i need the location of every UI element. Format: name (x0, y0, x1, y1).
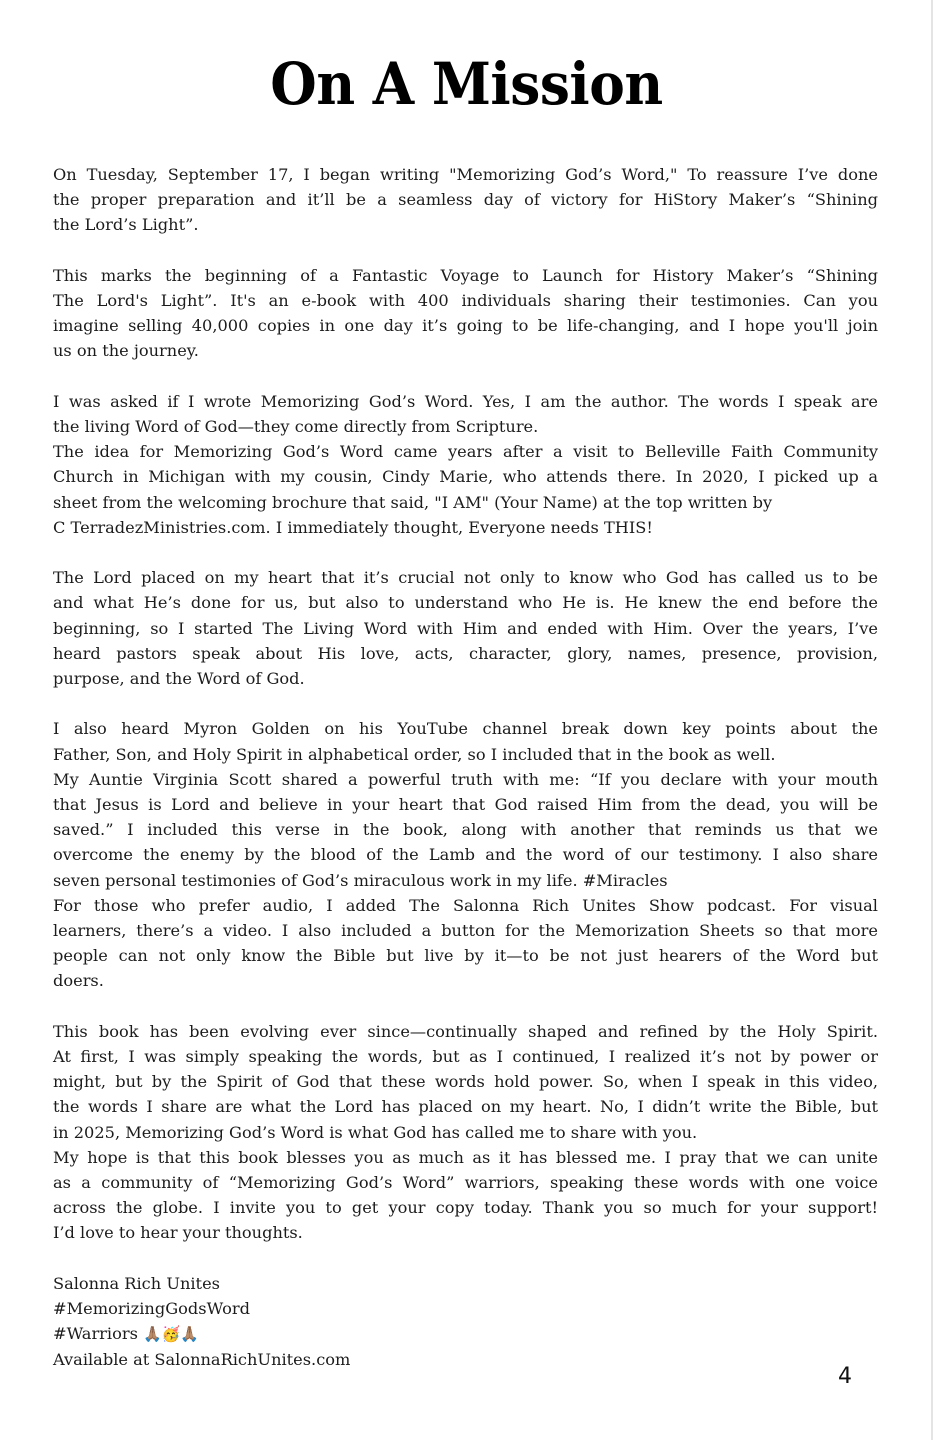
text-line: The Lord's Light”. It's an e-book with 400 individuals sharing their testimonies. Can you (53, 291, 878, 310)
text-line: heard pastors speak about His love, acts, character, glory, names, presence, provision, (53, 643, 878, 663)
paragraph-5 (53, 716, 878, 993)
hashtag-memorizing: #MemorizingGodsWord (53, 1299, 250, 1319)
text-line: and what He’s done for us, but also to understand who He is. He knew the end before the (53, 593, 878, 613)
praying-hands-party-face-icon: 🙏🏽🥳🙏🏽 (143, 1325, 200, 1344)
paragraph-4 (53, 565, 878, 691)
text-line: purpose, and the Word of God. (53, 669, 305, 689)
text-line: learners, there’s a video. I also included a button for the Memorization Sheets so that more (53, 921, 878, 941)
text-line: seven personal testimonies of God’s miraculous work in my life. #Miracles (53, 870, 668, 890)
text-line: I’d love to hear your thoughts. (53, 1223, 303, 1243)
text-line: people can not only know the Bible but live by it—to be not just hearers of the Word but (53, 946, 878, 966)
text-line: My Auntie Virginia Scott shared a powerful truth with me: “If you declare with your mouth (53, 769, 878, 789)
text-line: might, but by the Spirit of God that these words hold power. So, when I speak in this video, (53, 1072, 878, 1092)
page-title: On A Mission (270, 50, 663, 118)
text-line: My hope is that this book blesses you as much as it has blessed me. I pray that we can unite (53, 1147, 878, 1167)
text-line: beginning, so I started The Living Word with Him and ended with Him. Over the years, I’ve (53, 618, 878, 638)
document-body (53, 162, 878, 1373)
page-number: 4 (838, 1364, 852, 1389)
text-line: sheet from the welcoming brochure that said, "I AM" (Your Name) at the top written by (53, 492, 773, 512)
text-line: saved.” I included this verse in the book, along with another that reminds us that we (53, 820, 878, 840)
text-line: C TerradezMinistries.com. I immediately thought, Everyone needs THIS! (53, 517, 653, 537)
text-line: I was asked if I wrote Memorizing God’s Word. Yes, I am the author. The words I speak are (53, 391, 878, 411)
text-line: The idea for Memorizing God’s Word came years after a visit to Belleville Faith Community (53, 442, 878, 462)
text-line: in 2025, Memorizing God’s Word is what God has called me to share with you. (53, 1122, 698, 1142)
text-line: that Jesus is Lord and believe in your heart that God raised Him from the dead, you will be (53, 795, 878, 815)
text-line: overcome the enemy by the blood of the Lamb and the word of our testimony. I also share (53, 845, 878, 865)
text-line: For those who prefer audio, I added The Salonna Rich Unites Show podcast. For visual (53, 895, 878, 915)
hashtag-warriors: #Warriors (53, 1324, 138, 1344)
text-line: The Lord placed on my heart that it’s crucial not only to know who God has called us to be (53, 568, 878, 588)
text-line: as a community of “Memorizing God’s Word” warriors, speaking these words with one voice (53, 1173, 878, 1193)
text-line: the proper preparation and it’ll be a seamless day of victory for HiStory Maker’s “Shining (53, 190, 878, 210)
text-line: This book has been evolving ever since—continually shaped and refined by the Holy Spirit. (53, 1021, 878, 1041)
text-line: the living Word of God—they come directly from Scripture. (53, 417, 539, 436)
text-line: Church in Michigan with my cousin, Cindy Marie, who attends there. In 2020, I picked up a (53, 467, 878, 487)
text-line: the Lord’s Light”. (53, 215, 199, 235)
author-name: Salonna Rich Unites (53, 1273, 220, 1293)
paragraph-6 (53, 1019, 878, 1246)
text-line: us on the journey. (53, 341, 199, 361)
paragraph-2 (53, 263, 878, 364)
text-line: At first, I was simply speaking the words, but as I continued, I realized it’s not by power or (53, 1047, 878, 1067)
text-line: Father, Son, and Holy Spirit in alphabetical order, so I included that in the book as well. (53, 744, 776, 764)
text-line: imagine selling 40,000 copies in one day it’s going to be life-changing, and I hope you'll join (53, 316, 878, 336)
text-line: This marks the beginning of a Fantastic Voyage to Launch for History Maker’s “Shining (53, 265, 878, 285)
text-line: across the globe. I invite you to get your copy today. Thank you so much for your support! (53, 1198, 878, 1218)
hashtag-warriors-line (53, 1321, 878, 1347)
paragraph-3 (53, 389, 878, 540)
signoff-block (53, 1271, 878, 1373)
availability-text: Available at SalonnaRichUnites.com (53, 1350, 351, 1370)
text-line: doers. (53, 971, 104, 991)
text-line: I also heard Myron Golden on his YouTube channel break down key points about the (53, 719, 878, 739)
text-line: the words I share are what the Lord has placed on my heart. No, I didn’t write the Bible, but (53, 1097, 878, 1117)
paragraph-1 (53, 162, 878, 238)
text-line: On Tuesday, September 17, I began writing "Memorizing God’s Word," To reassure I’ve done (53, 165, 878, 184)
